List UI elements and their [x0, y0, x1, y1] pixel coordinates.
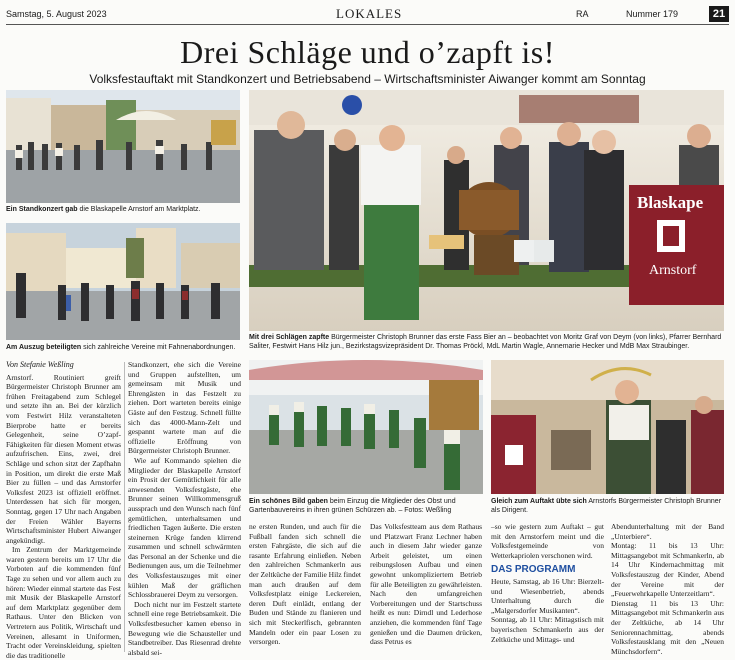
banner-text-1: Blaskape [637, 193, 704, 212]
article-column-3 [249, 522, 361, 652]
byline: Von Stefanie Weßling [6, 360, 74, 369]
photo-auszug [6, 223, 240, 340]
program-saturday: Heute, Samstag, ab 16 Uhr: Bierzelt- und Wiesenbetrieb, abends Unterhaltung durch die „Malgersdorfer Musikanten“. [491, 576, 604, 615]
article-column-6 [611, 522, 724, 656]
article-paragraph-3: Standkonzert, ehe sich die Vereine und Gruppen aufstellten, um gemeinsam mit Musik und Ehrengästen in das Festzelt zu ziehen. Dort warteten bereits einige Gäste auf den Festzug. Schnell füllte sich das 4000-Mann-Zelt und gespannt wartete man auf die offizielle Eröffnung von Bürgermeister Christoph Brunner. [128, 360, 241, 456]
caption-standkonzert: Ein Standkonzert gab die Blaskapelle Arnstorf am Marktplatz. [6, 206, 201, 213]
program-tuesday: Dienstag 11 bis 13 Uhr: Mittagsangebot mit Schmankerln aus der Zeltküche, ab 14 Uhr Seniorennachmittag, abends Volksfestausklang mit den „Neuen Münchsdorfern“. [611, 598, 724, 656]
column-divider [124, 362, 125, 652]
edition-code: RA [576, 9, 589, 19]
article-paragraph-7: Das Volksfestteam aus dem Rathaus und Platzwart Franz Lechner haben auch in diesem Jahr wieder ganze Arbeit geleistet, um einen reibungslosen Aufbau und einen gewohnt unkompliziertem Betrieb für alle Beteiligten zu gewährleisten. Nach den umfangreichen Vorbereitungen und der Startschuss heißt es nun: Dirndl und Lederhose anziehen, die kommenden fünf Tage genießen und die Daumen drücken, dass Petrus es [370, 522, 482, 647]
article-paragraph-6: ne ersten Runden, und auch für die Fußball fanden sich schnell die ersten Fahrgäste, die sich auf die rasante Erfahrung einließen. Neben den zahlreichen Schmankerln aus der Zeltküche der Familie Hilz findet man auch draußen auf dem Volksfestplatz einige Leckereien, deren Duft einlädt, entlang der Buden und Stände zu flanieren und sich mit Steckerlfisch, gebrannten Mandeln oder ein paar Losen zu versorgen. [249, 522, 361, 647]
section-name: LOKALES [336, 6, 403, 21]
program-sunday-cont: Abendunterhaltung mit der Band „Unterbiere“. [611, 522, 724, 541]
caption-anzapfen: Mit drei Schlägen zapfte Bürgermeister Christoph Brunner das erste Fass Bier an – beobachtet von Moritz Graf von Deym (von links), Pfarrer Bernhard Saliter, Festwirt Hans Hilz jun., Bezirkstagsvizepräsident Dr. Thomas Pröckl, MdL Martin Wagle, Annemarie Hecker und MdB Max Straubinger. [249, 334, 722, 350]
headline: Drei Schläge und o’zapft is! [180, 34, 555, 70]
page-number: 21 [709, 6, 729, 22]
program-title: DAS PROGRAMM [491, 564, 576, 576]
subheadline: Volksfestauftakt mit Standkonzert und Betriebsabend – Wirtschaftsminister Aiwanger kommt am Sonntag [89, 72, 646, 86]
issue-date: Samstag, 5. August 2023 [6, 9, 107, 19]
page-header [6, 6, 729, 22]
article-paragraph-4: Wie auf Kommando spielten die Mitglieder der Blaskapelle Arnstorf ein Prosit der Gemütlichkeit für alle anwesenden Volksfestgäste, ehe Brunner seinen Willkommensgruß aussprach und den Wunsch nach fünf gemütlichen, unterhaltsamen und friedlichen Tagen äußerte. Die ersten steinernen Krüge fanden klirrend zusammen und schnell schwärmten das Personal an der Schenke und die Bedienungen aus, um die Teilnehmer des Volksfestauszuges mit einer kühlen Maß der gräflichen Schlossbrauerei Deym zu versorgen. [128, 455, 241, 600]
photo-credit: – Fotos: Weßling [398, 507, 452, 514]
caption-gartenbauverein: Ein schönes Bild gaben beim Einzug die Mitglieder des Obst und Gartenbauvereins in ihren grünen Schürzen ab. – Fotos: Weßling [249, 498, 456, 514]
article-column-1 [6, 360, 121, 660]
photo-gartenbauverein [249, 360, 483, 494]
photo-anzapfen [249, 90, 724, 331]
banner-text-2: Arnstorf [649, 263, 697, 278]
article-paragraph-5: Doch nicht nur im Festzelt startete schnell eine rege Betriebsamkeit. Die Volksfestbesucher kamen ebenso in Bewegung wie die Schausteller und Standbetreiber. Das Riesenrad drehte alsbald sei- [128, 599, 241, 657]
header-rule [6, 24, 729, 25]
program-sunday: Sonntag, ab 11 Uhr: Mittagstisch mit bayerischen Schmankerln aus der Zeltküche und Mittags- und [491, 615, 604, 644]
article-paragraph-8: –so wie gestern zum Auftakt – gut mit den Arnstorfern meint und die Volksfestgemeinde von Wetterkapriolen verschonen wird. [491, 522, 604, 560]
issue-number: Nummer 179 [626, 9, 679, 19]
photo-standkonzert [6, 90, 240, 203]
article-column-5 [491, 522, 604, 652]
article-paragraph-1: Arnstorf. Routiniert greift Bürgermeister Christoph Brunner am frühen Freitagabend zum Schlegel und setzte ihn an. Bei der kürzlich vom Festwirt Hilz veranstalteten Bierprobe hatte er bereits Gelegenheit, seine O’zapf-Fähigkeiten für diesen Moment etwas aufzufrischen. Eins, zwei, drei Schläge und schon sitzt der Zapfhahn in Position, um direkt die erste Maß Bier zu füllen – und das Arnstorfer Volksfest 2023 ist offiziell eröffnet. Unterdessen hat sich für morgen, Sonntag, gegen 17 Uhr nach Angaben der Freien Wähler Bayerns Wirtschaftsminister Hubert Aiwanger angekündigt. [6, 372, 121, 545]
article-paragraph-2: Im Zentrum der Marktgemeinde waren gestern bereits um 17 Uhr die Vorboten auf die kommenden fünf Tage zu sehen und vor allem auch zu hören: Wieder einmal startete das Fest mit Musik der Blaskapelle Arnstorf auf dem Marktplatz gegenüber dem Rathaus. Unter den Blicken von Vertretern aus Politik, Wirtschaft und Vereinen, allesamt in Uniformen, Tracht oder Vereinskleidung, spielten die das traditionelle [6, 545, 121, 660]
caption-dirigent: Gleich zum Auftakt übte sich Arnstorfs Bürgermeister Christoph Brunner als Dirigent. [491, 498, 722, 514]
caption-auszug: Am Auszug beteiligten sich zahlreiche Vereine mit Fahnenabordnungen. [6, 344, 236, 351]
program-monday: Montag: 11 bis 13 Uhr: Mittagsangebot mit Schmankerln, ab 14 Uhr Kindernachmittag mit Volksfestauszug der Kinder, Abend der Vereine mit der „Feuerwehrkapelle Unterzeitlarn“. [611, 541, 724, 599]
photo-dirigent [491, 360, 724, 494]
article-column-2 [128, 360, 241, 657]
article-column-4 [370, 522, 482, 652]
